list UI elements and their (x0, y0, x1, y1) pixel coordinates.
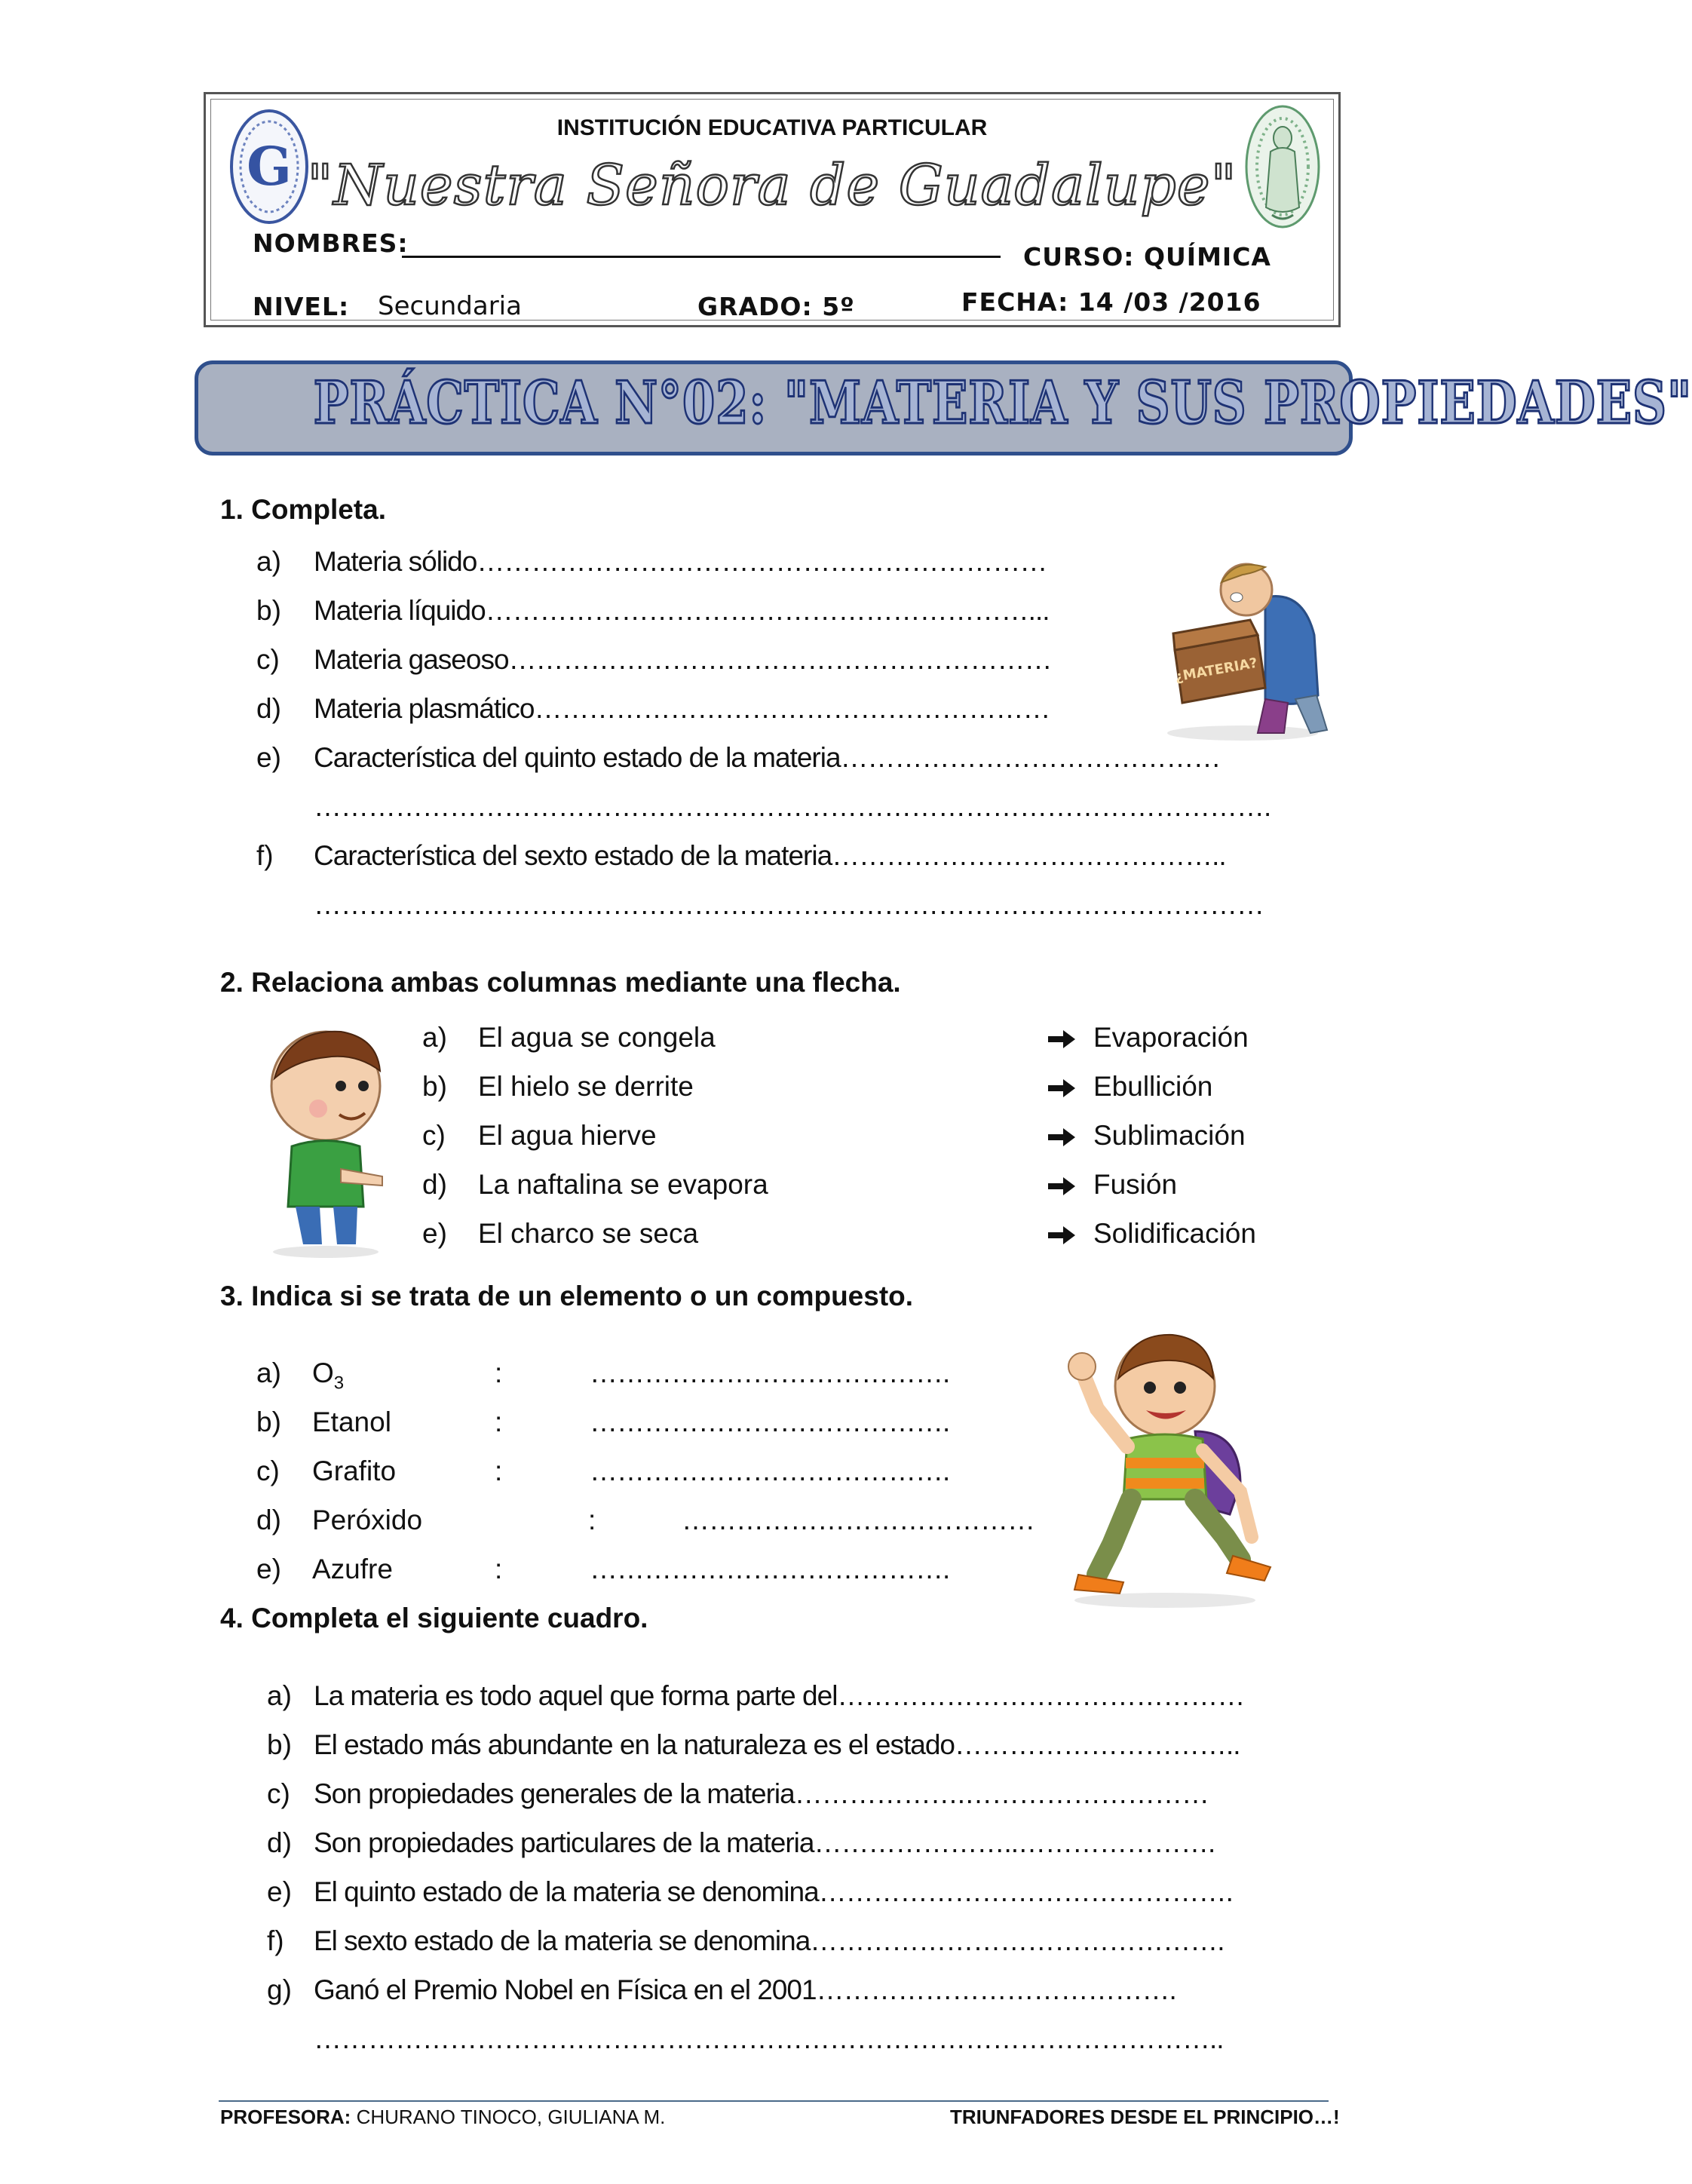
s4-item: Son propiedades generales de la materia……………….……………………… (314, 1778, 1209, 1809)
profesora-name: CHURANO TINOCO, GIULIANA M. (356, 2106, 666, 2128)
s4-item: El estado más abundante en la naturaleza es el estado………………………….. (314, 1729, 1240, 1760)
grado-value: 5º (822, 292, 855, 321)
s3-compound (312, 1357, 344, 1394)
footer-divider (219, 2100, 1329, 2102)
s3-answer-dots: …………………………………. (590, 1554, 950, 1584)
logo-letter: G (247, 135, 292, 198)
s3-letter: a) (256, 1357, 281, 1388)
fecha-label-text: FECHA: (961, 287, 1069, 317)
s2-statement: La naftalina se evapora (478, 1169, 768, 1200)
nombres-label: NOMBRES: (253, 229, 409, 258)
s2-letter: e) (422, 1218, 447, 1249)
section1-title: 1. Completa. (220, 494, 386, 525)
s2-process: Fusión (1093, 1169, 1178, 1200)
curso-value: QUÍMICA (1143, 242, 1271, 271)
s4-letter: e) (267, 1876, 292, 1907)
fecha-value: 14 /03 /2016 (1077, 287, 1261, 317)
s3-compound-name: Azufre (312, 1554, 393, 1584)
s3-colon: : (495, 1406, 503, 1437)
s4-letter: d) (267, 1827, 292, 1858)
s3-colon: : (495, 1455, 503, 1486)
s3-letter: d) (256, 1505, 281, 1535)
s3-answer-dots: …………………………………. (590, 1357, 950, 1388)
footer-teacher (220, 2106, 665, 2129)
s1-letter: b) (256, 595, 281, 626)
s3-answer-dots: ………………………………… (682, 1505, 1035, 1535)
running-boy-illustration (1052, 1318, 1286, 1609)
s3-colon: : (495, 1554, 503, 1584)
s2-process: Ebullición (1093, 1071, 1213, 1102)
s1-item: Materia líquido……………………………………………………... (314, 595, 1050, 626)
s4-letter: a) (267, 1680, 292, 1711)
s4-letter: f) (267, 1925, 284, 1956)
s2-letter: d) (422, 1169, 447, 1200)
s3-colon: : (495, 1357, 503, 1388)
s4-letter: c) (267, 1778, 290, 1809)
section4-title: 4. Completa el siguiente cuadro. (220, 1603, 648, 1633)
nivel-value: Secundaria (378, 291, 522, 321)
s3-compound-name: Peróxido (312, 1505, 423, 1535)
arrow-right-icon (1047, 1126, 1077, 1149)
profesora-label: PROFESORA: (220, 2106, 351, 2128)
curso-label (1023, 242, 1271, 271)
s4-item: Ganó el Premio Nobel en Física en el 2001…………………………………. (314, 1974, 1176, 2005)
s2-letter: b) (422, 1071, 447, 1102)
arrow-right-icon (1047, 1028, 1077, 1051)
s3-letter: c) (256, 1455, 280, 1486)
header-box (204, 92, 1341, 327)
s4-item: El sexto estado de la materia se denomina………………………………………. (314, 1925, 1225, 1956)
s2-letter: a) (422, 1022, 447, 1053)
s3-subscript: 3 (333, 1373, 345, 1394)
school-name: "Nuestra Señora de Guadalupe" (307, 153, 1237, 218)
s2-statement: El agua hierve (478, 1120, 657, 1151)
section3-title: 3. Indica si se trata de un elemento o un compuesto. (220, 1281, 914, 1311)
s1-item: Materia sólido……………………………………………………… (314, 546, 1047, 577)
footer-motto: TRIUNFADORES DESDE EL PRINCIPIO…! (950, 2106, 1340, 2128)
arrow-right-icon (1047, 1224, 1077, 1247)
thinking-man-illustration (1152, 544, 1341, 742)
s4-item: El quinto estado de la materia se denomina………………………………………. (314, 1876, 1233, 1907)
grado-label (697, 292, 855, 321)
s3-answer-dots: …………………………………. (590, 1455, 950, 1486)
grado-label-text: GRADO: (697, 292, 813, 321)
s1-letter: e) (256, 742, 281, 773)
s2-process: Evaporación (1093, 1022, 1249, 1053)
institution-title: INSTITUCIÓN EDUCATIVA PARTICULAR (556, 115, 988, 140)
s2-process: Sublimación (1093, 1120, 1246, 1151)
s1-letter: f) (256, 840, 274, 871)
s4-item-continuation: ……………………………………………………………………………………….. (314, 2023, 1224, 2054)
s1-item: Materia plasmático………………………………………………… (314, 693, 1050, 724)
s1-item-continuation: ……………………………………………………………………………………………. (314, 791, 1271, 822)
s2-process: Solidificación (1093, 1218, 1256, 1249)
curso-label-text: CURSO: (1023, 242, 1135, 271)
s3-colon: : (588, 1505, 596, 1535)
s2-letter: c) (422, 1120, 446, 1151)
pointing-kid-illustration (250, 1018, 401, 1259)
s2-statement: El hielo se derrite (478, 1071, 694, 1102)
s1-item-continuation: …………………………………………………………………………………………… (314, 889, 1264, 920)
s1-letter: c) (256, 644, 280, 675)
fecha-label (961, 287, 1261, 317)
s3-letter: b) (256, 1406, 281, 1437)
nombres-field[interactable] (402, 256, 1001, 258)
s3-compound-name: Etanol (312, 1406, 391, 1437)
s1-item: Característica del quinto estado de la materia…………………………………… (314, 742, 1221, 773)
s2-statement: El charco se seca (478, 1218, 699, 1249)
title-banner (195, 360, 1692, 456)
s4-item: La materia es todo aquel que forma parte del……………………………………… (314, 1680, 1245, 1711)
s1-letter: d) (256, 693, 281, 724)
s1-item: Materia gaseoso…………………………………………………… (314, 644, 1052, 675)
s4-letter: g) (267, 1974, 292, 2005)
chest-label: ¿MATERIA? (1173, 655, 1259, 686)
s4-letter: b) (267, 1729, 292, 1760)
s2-statement: El agua se congela (478, 1022, 716, 1053)
s3-compound-name: Grafito (312, 1455, 397, 1486)
nivel-label: NIVEL: (253, 292, 350, 321)
arrow-right-icon (1047, 1077, 1077, 1100)
s1-item: Característica del sexto estado de la materia…………………………………….. (314, 840, 1226, 871)
s3-letter: e) (256, 1554, 281, 1584)
s3-answer-dots: …………………………………. (590, 1406, 950, 1437)
section2-title: 2. Relaciona ambas columnas mediante una flecha. (220, 967, 901, 998)
arrow-right-icon (1047, 1175, 1077, 1198)
s1-letter: a) (256, 546, 281, 577)
practice-title: PRÁCTICA N°02: "MATERIA Y SUS PROPIEDADES" (313, 369, 1692, 437)
s4-item: Son propiedades particulares de la materia…………………..…………………. (314, 1827, 1215, 1858)
s3-compound-name: O (312, 1357, 334, 1388)
